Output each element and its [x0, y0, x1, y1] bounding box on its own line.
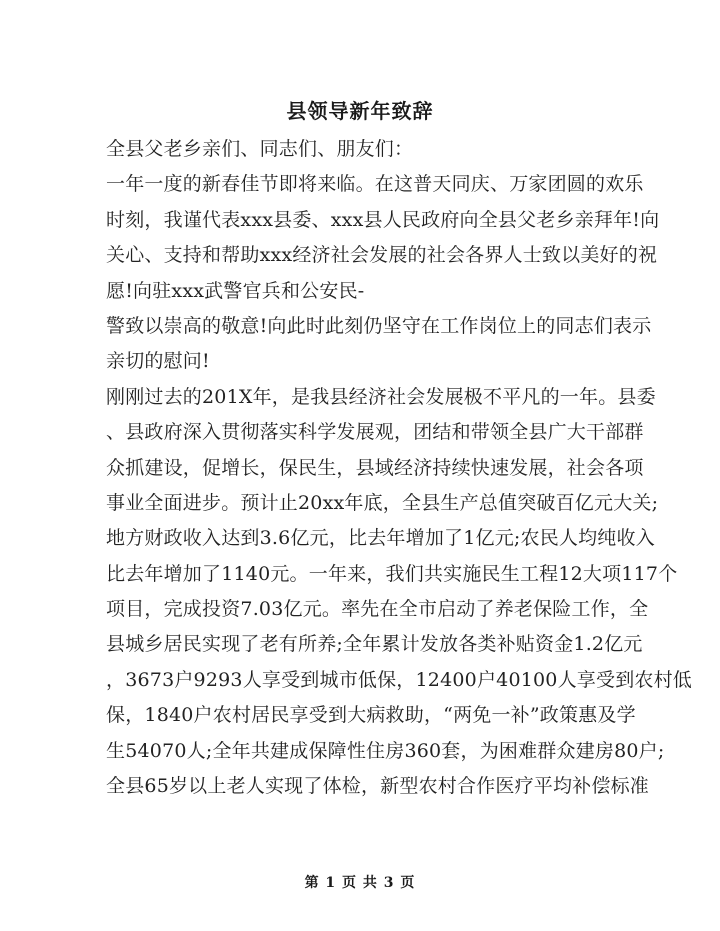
- body-line: 关心、支持和帮助xxx经济社会发展的社会各界人士致以美好的祝: [106, 244, 658, 267]
- body-line: 一年一度的新春佳节即将来临。在这普天同庆、万家团圆的欢乐: [106, 173, 644, 196]
- body-line: 亲切的慰问!: [106, 350, 210, 373]
- body-line: 警致以崇高的敬意!向此时此刻仍坚守在工作岗位上的同志们表示: [106, 314, 652, 337]
- body-line: 刚刚过去的201X年，是我县经济社会发展极不平凡的一年。县委: [106, 385, 656, 408]
- body-line: 众抓建设，促增长，保民生，县域经济持续快速发展，社会各项: [106, 456, 644, 479]
- body-line: 项目，完成投资7.03亿元。率先在全市启动了养老保险工作，全: [106, 598, 649, 621]
- body-line: 比去年增加了1140元。一年来，我们共实施民生工程12大项117个: [106, 562, 678, 585]
- body-line: 时刻，我谨代表xxx县委、xxx县人民政府向全县父老乡亲拜年!向: [106, 208, 660, 231]
- body-line: 愿!向驻xxx武警官兵和公安民-: [106, 279, 365, 302]
- body-line: 、县政府深入贯彻落实科学发展观，团结和带领全县广大干部群: [106, 421, 644, 444]
- body-line: 保，1840户农村居民享受到大病救助，“两免一补”政策惠及学: [106, 704, 636, 727]
- page-number-footer: 第 1 页 共 3 页: [304, 875, 416, 891]
- body-line: 县城乡居民实现了老有所养;全年累计发放各类补贴资金1.2亿元: [106, 633, 643, 656]
- document-title: 县领导新年致辞: [286, 99, 434, 123]
- body-line: 全县65岁以上老人实现了体检，新型农村合作医疗平均补偿标准: [106, 775, 649, 798]
- body-line: 地方财政收入达到3.6亿元，比去年增加了1亿元;农民人均纯收入: [106, 527, 655, 550]
- body-line: 生54070人;全年共建成保障性住房360套，为困难群众建房80户;: [106, 739, 665, 762]
- body-line: 事业全面进步。预计止20xx年底，全县生产总值突破百亿元大关;: [106, 491, 659, 514]
- body-line: ，3673户9293人享受到城市低保，12400户40100人享受到农村低: [106, 668, 692, 691]
- document-body: [106, 132, 692, 804]
- body-line: 全县父老乡亲们、同志们、朋友们：: [106, 138, 414, 160]
